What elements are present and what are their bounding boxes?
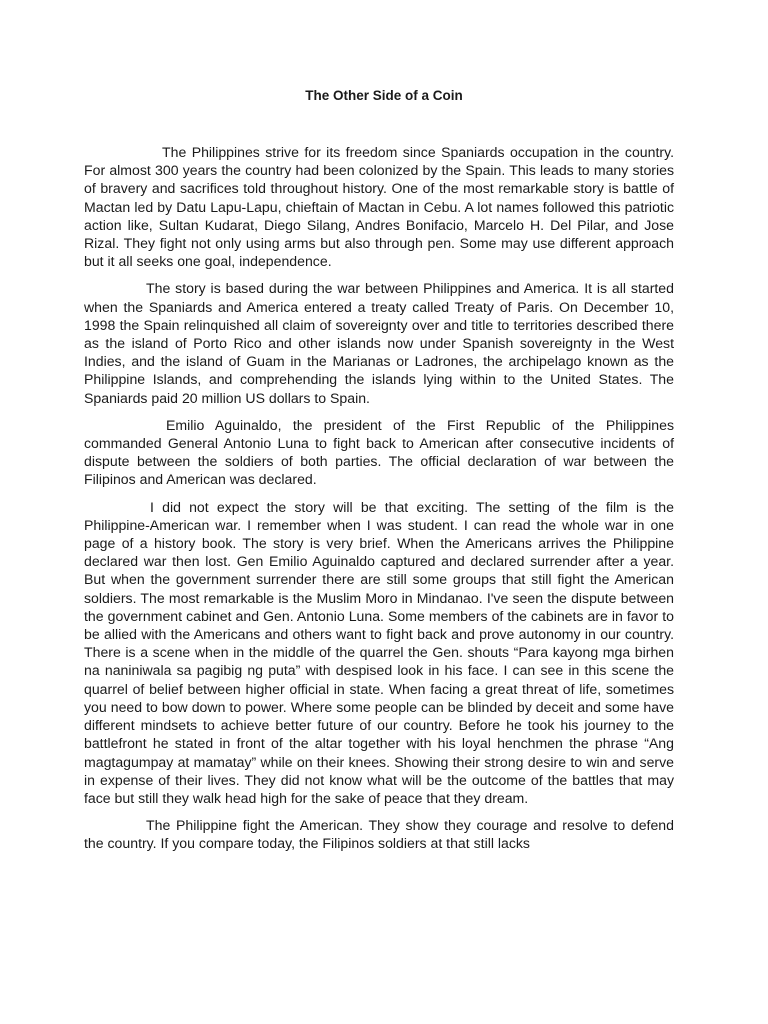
- paragraph-1: The Philippines strive for its freedom since Spaniards occupation in the country. For almost 300 years the country had been colonized by the Spain. This leads to many stories of bravery and sacrifices told throughout history. One of the most remarkable story is battle of Mactan led by Datu Lapu-Lapu, chieftain of Mactan in Cebu. A lot names followed this patriotic action like, Sultan Kudarat, Diego Silang, Andres Bonifacio, Marcelo H. Del Pilar, and Jose Rizal. They fight not only using arms but also through pen. Some may use different approach but it all seeks one goal, independence.: [84, 144, 674, 270]
- document-body: [84, 143, 674, 862]
- document-title: The Other Side of a Coin: [305, 88, 463, 103]
- paragraph-5: The Philippine fight the American. They show they courage and resolve to defend the country. If you compare today, the Filipinos soldiers at that still lacks: [84, 817, 674, 852]
- paragraph-2: The story is based during the war between Philippines and America. It is all started when the Spaniards and America entered a treaty called Treaty of Paris. On December 10, 1998 the Spain relinquished all claim of sovereignty over and title to territories described there as the island of Porto Rico and other islands now under Spanish sovereignty in the West Indies, and the island of Guam in the Marianas or Ladrones, the archipelago known as the Philippine Islands, and comprehending the islands lying within to the United States. The Spaniards paid 20 million US dollars to Spain.: [84, 280, 674, 406]
- paragraph-3: Emilio Aguinaldo, the president of the First Republic of the Philippines commanded General Antonio Luna to fight back to American after consecutive incidents of dispute between the soldiers of both parties. The official declaration of war between the Filipinos and American was declared.: [84, 416, 674, 488]
- paragraph-4: I did not expect the story will be that exciting. The setting of the film is the Philippine-American war. I remember when I was student. I can read the whole war in one page of a history book. The story is very brief. When the Americans arrives the Philippine declared war then lost. Gen Emilio Aguinaldo captured and declared surrender after a year. But when the government surrender there are still some groups that still fight the American soldiers. The most remarkable is the Muslim Moro in Mindanao. I've seen the dispute between the government cabinet and Gen. Antonio Luna. Some members of the cabinets are in favor to be allied with the Americans and others want to fight back and prove autonomy in our country. There is a scene when in the middle of the quarrel the Gen. shouts “Para kayong mga birhen na naniniwala sa pagibig ng puta” with despised look in his face. I can see in this scene the quarrel of belief between higher official in state. When facing a great threat of life, sometimes you need to bow down to power. Where some people can be blinded by deceit and some have different mindsets to achieve better future of our country. Before he took his journey to the battlefront he stated in front of the altar together with his loyal henchmen the phrase “Ang magtagumpay at mamatay” while on their knees. Showing their strong desire to win and serve in expense of their lives. They did not know what will be the outcome of the battles that may face but still they walk head high for the sake of peace that they dream.: [84, 498, 674, 806]
